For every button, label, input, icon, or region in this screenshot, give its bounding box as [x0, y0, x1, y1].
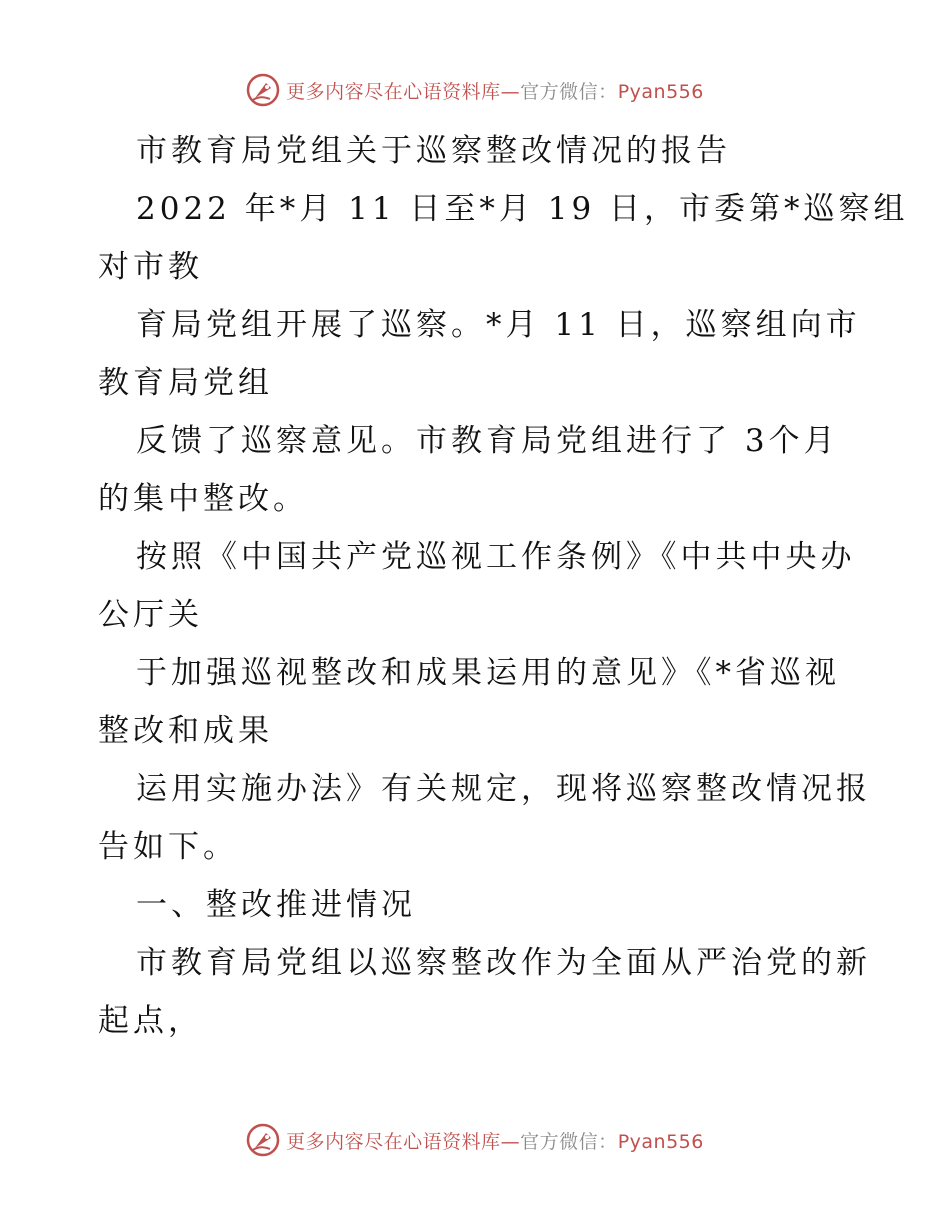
pen-nib-logo-icon [246, 1123, 280, 1157]
section-heading: 一、整改推进情况 [136, 887, 416, 923]
document-body [98, 122, 909, 1050]
paragraph: 反馈了巡察意见。市教育局党组进行了 3个月 的集中整改。 [98, 423, 839, 517]
paragraph: 于加强巡视整改和成果运用的意见》《*省巡视 整改和成果 [98, 655, 840, 749]
paragraph: 育局党组开展了巡察。*月 11 日，巡察组向市 教育局党组 [98, 307, 861, 401]
paragraph: 按照《中国共产党巡视工作条例》《中共中央办 公厅关 [98, 539, 856, 633]
watermark-text: 更多内容尽在心语资料库—官方微信：Pyan556 [286, 1130, 704, 1153]
watermark-header [0, 70, 950, 110]
paragraph: 2022 年*月 11 日至*月 19 日，市委第*巡察组 对市教 [98, 191, 909, 285]
watermark-footer [0, 1120, 950, 1160]
pen-nib-logo-icon [246, 73, 280, 107]
paragraph: 市教育局党组以巡察整改作为全面从严治党的新 起点， [98, 945, 871, 1039]
paragraph: 运用实施办法》有关规定，现将巡察整改情况报 告如下。 [98, 771, 871, 865]
document-title: 市教育局党组关于巡察整改情况的报告 [136, 133, 731, 169]
watermark-text: 更多内容尽在心语资料库—官方微信：Pyan556 [286, 80, 704, 103]
